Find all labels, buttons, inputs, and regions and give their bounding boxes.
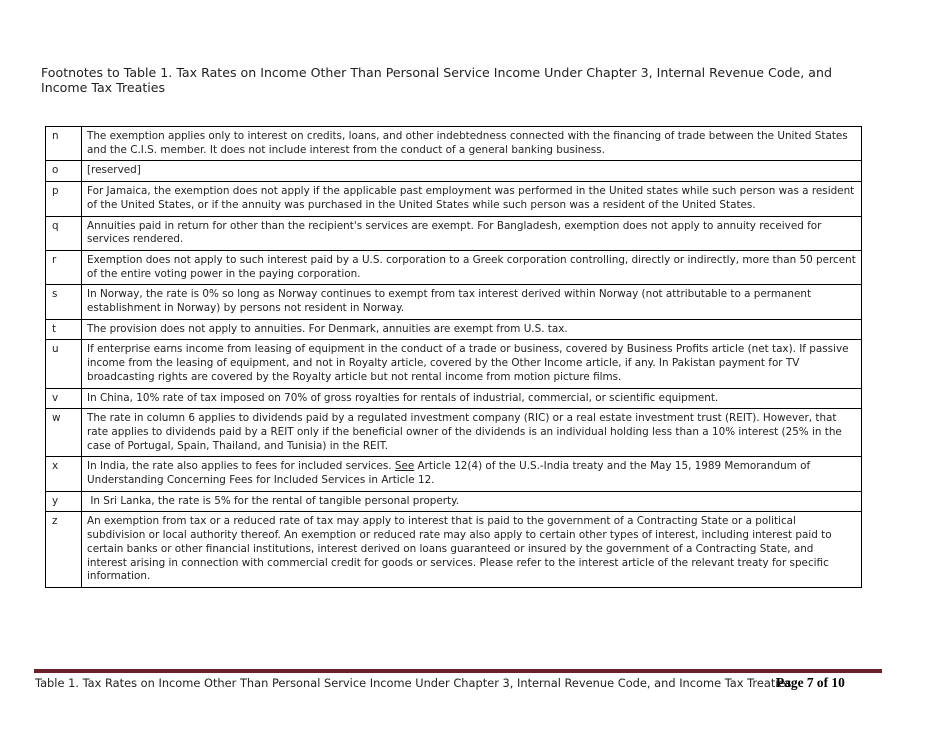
footnote-text: [reserved] [82,161,862,182]
footnote-text: In Sri Lanka, the rate is 5% for the rental of tangible personal property. [82,491,862,512]
table-row [46,340,862,388]
footnote-letter: p [46,182,82,216]
footnote-text-part: Article 12(4) of the U.S.-India treaty and the May 15, 1989 Memorandum of Understanding Concerning Fees for Included Services in Article 12. [87,460,811,487]
footer-divider [34,669,882,673]
table-row [46,512,862,588]
footer-title: Table 1. Tax Rates on Income Other Than Personal Service Income Under Chapter 3, Internal Revenue Code, and Income Tax Treaties [35,676,792,690]
footnote-letter: r [46,250,82,284]
footnote-text: In Norway, the rate is 0% so long as Norway continues to exempt from tax interest derived within Norway (not attributable to a permanent establishment in Norway) by persons not resident in Norway. [82,285,862,319]
footnote-letter: o [46,161,82,182]
table-row [46,491,862,512]
footnote-letter: z [46,512,82,588]
footnote-text: An exemption from tax or a reduced rate of tax may apply to interest that is paid to the government of a Contracting State or a political subdivision or local authority thereof. An exemption or reduced rate may also apply to certain other types of interest, including interest paid to certain banks or other financial institutions, interest derived on loans guaranteed or insured by the government of a Contracting State, and interest arising in connection with commercial credit for goods or services. Please refer to the interest article of the relevant treaty for specific information. [82,512,862,588]
table-row [46,388,862,409]
footnote-letter: x [46,457,82,491]
table-row [46,127,862,161]
see-reference: See [394,460,415,473]
footnote-text-part: In India, the rate also applies to fees for included services. [87,460,395,473]
footnote-text: Exemption does not apply to such interest paid by a U.S. corporation to a Greek corporation controlling, directly or indirectly, more than 50 percent of the entire voting power in the paying corporation. [82,250,862,284]
footnote-letter: w [46,409,82,457]
footnote-text: If enterprise earns income from leasing of equipment in the conduct of a trade or business, covered by Business Profits article (net tax). If passive income from the leasing of equipment, and not in Royalty article, covered by the Other Income article, if any. In Pakistan payment for TV broadcasting rights are covered by the Royalty article but not rental income from motion picture films. [82,340,862,388]
table-row [46,182,862,216]
footnote-text: For Jamaica, the exemption does not apply if the applicable past employment was performed in the United states while such person was a resident of the United States, or if the annuity was purchased in the United States while such person was a resident of the United States. [82,182,862,216]
table-row [46,457,862,491]
footnotes-table [45,126,862,588]
table-row [46,409,862,457]
table-row [46,250,862,284]
footnote-text [82,457,862,491]
footnote-text: Annuities paid in return for other than the recipient's services are exempt. For Bangladesh, exemption does not apply to annuity received for services rendered. [82,216,862,250]
footnote-text: In China, 10% rate of tax imposed on 70% of gross royalties for rentals of industrial, commercial, or scientific equipment. [82,388,862,409]
table-row [46,319,862,340]
page-title: Footnotes to Table 1. Tax Rates on Income Other Than Personal Service Income Under Chapter 3, Internal Revenue Code, and Income Tax Treaties [41,65,832,95]
table-row [46,161,862,182]
footnote-letter: t [46,319,82,340]
footnote-text: The provision does not apply to annuities. For Denmark, annuities are exempt from U.S. tax. [82,319,862,340]
footnote-letter: v [46,388,82,409]
footnote-text: The exemption applies only to interest on credits, loans, and other indebtedness connected with the financing of trade between the United States and the C.I.S. member. It does not include interest from the conduct of a general banking business. [82,127,862,161]
table-row [46,285,862,319]
footnote-letter: s [46,285,82,319]
page-number: Page 7 of 10 [776,675,845,690]
table-row [46,216,862,250]
footnote-letter: n [46,127,82,161]
footnote-text: The rate in column 6 applies to dividends paid by a regulated investment company (RIC) or a real estate investment trust (REIT). However, that rate applies to dividends paid by a REIT only if the beneficial owner of the dividends is an individual holding less than a 10% interest (25% in the case of Portugal, Spain, Thailand, and Tunisia) in the REIT. [82,409,862,457]
footnote-letter: u [46,340,82,388]
footnote-letter: y [46,491,82,512]
footnote-letter: q [46,216,82,250]
